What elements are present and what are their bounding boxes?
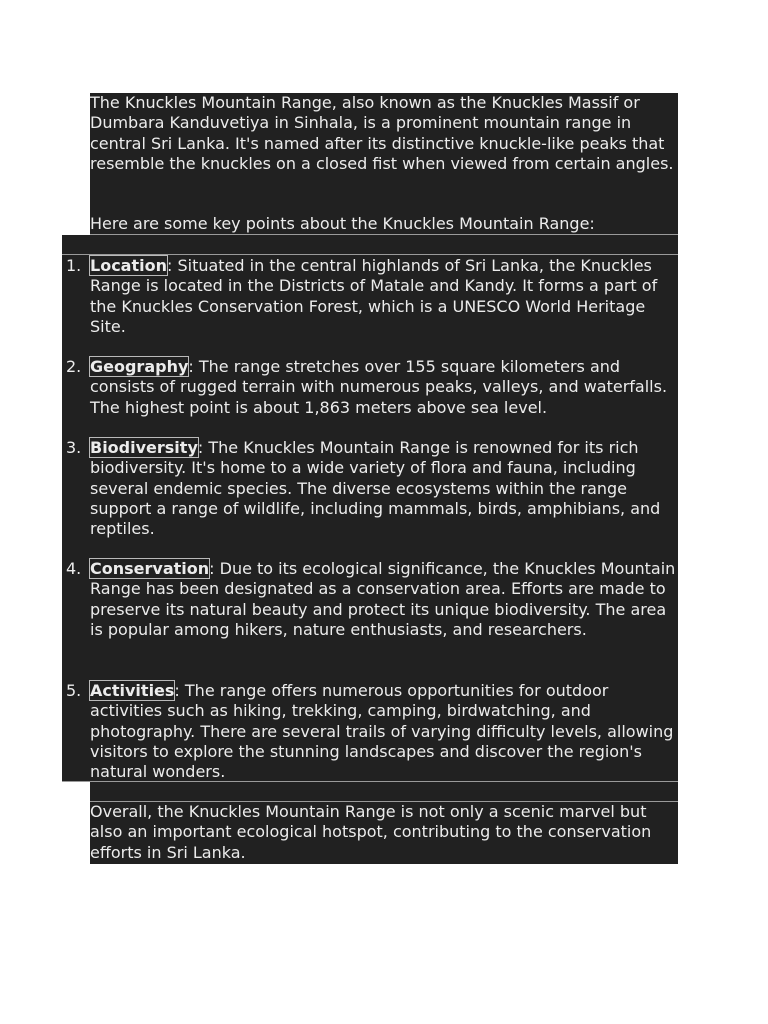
list-item-text: : Situated in the central highlands of Sri Lanka, the Knuckles Range is located in the Districts of Matale and Kandy. It forms a part of the Knuckles Conservation Forest, which is a UNESCO World Heritage Site. <box>90 256 658 336</box>
closing-section <box>90 782 678 864</box>
list-item-term: Conservation <box>90 559 210 578</box>
key-points-list <box>62 235 678 782</box>
list-item-number: 4. <box>66 559 82 578</box>
divider <box>62 254 678 255</box>
list-item-term: Geography <box>90 357 189 376</box>
list-item-text: : Due to its ecological significance, the Knuckles Mountain Range has been designated as a conservation area. Efforts are made to preserve its natural beauty and protect its unique biodiversity. The area is popular among hikers, nature enthusiasts, and researchers. <box>90 559 676 639</box>
list-item-term: Biodiversity <box>90 438 198 457</box>
intro-lead-in: Here are some key points about the Knuckles Mountain Range: <box>90 214 595 233</box>
list-item-term: Activities <box>90 681 175 700</box>
closing-paragraph: Overall, the Knuckles Mountain Range is not only a scenic marvel but also an important ecological hotspot, contributing to the conservation efforts in Sri Lanka. <box>90 802 652 862</box>
list-item-text: : The range stretches over 155 square kilometers and consists of rugged terrain with numerous peaks, valleys, and waterfalls. The highest point is about 1,863 meters above sea level. <box>90 357 668 417</box>
list-item <box>66 438 678 539</box>
list-item <box>66 357 678 418</box>
list-item-number: 1. <box>66 256 82 275</box>
list-item <box>66 681 678 782</box>
list-item-number: 3. <box>66 438 82 457</box>
list-item <box>66 559 678 640</box>
list-item <box>66 256 678 337</box>
list-item-number: 5. <box>66 681 82 700</box>
intro-paragraph: The Knuckles Mountain Range, also known as the Knuckles Massif or Dumbara Kanduvetiya in Sinhala, is a prominent mountain range in central Sri Lanka. It's named after its distinctive knuckle-like peaks that resemble the knuckles on a closed fist when viewed from certain angles. <box>90 93 674 173</box>
list-item-number: 2. <box>66 357 82 376</box>
list-item-text: : The Knuckles Mountain Range is renowned for its rich biodiversity. It's home to a wide variety of flora and fauna, including several endemic species. The diverse ecosystems within the range support a range of wildlife, including mammals, birds, amphibians, and reptiles. <box>90 438 661 539</box>
list-item-text: : The range offers numerous opportunities for outdoor activities such as hiking, trekking, camping, birdwatching, and photography. There are several trails of varying difficulty levels, allowing visitors to explore the stunning landscapes and discover the region's natural wonders. <box>90 681 674 782</box>
list-item-term: Location <box>90 256 167 275</box>
intro-section <box>90 93 678 235</box>
